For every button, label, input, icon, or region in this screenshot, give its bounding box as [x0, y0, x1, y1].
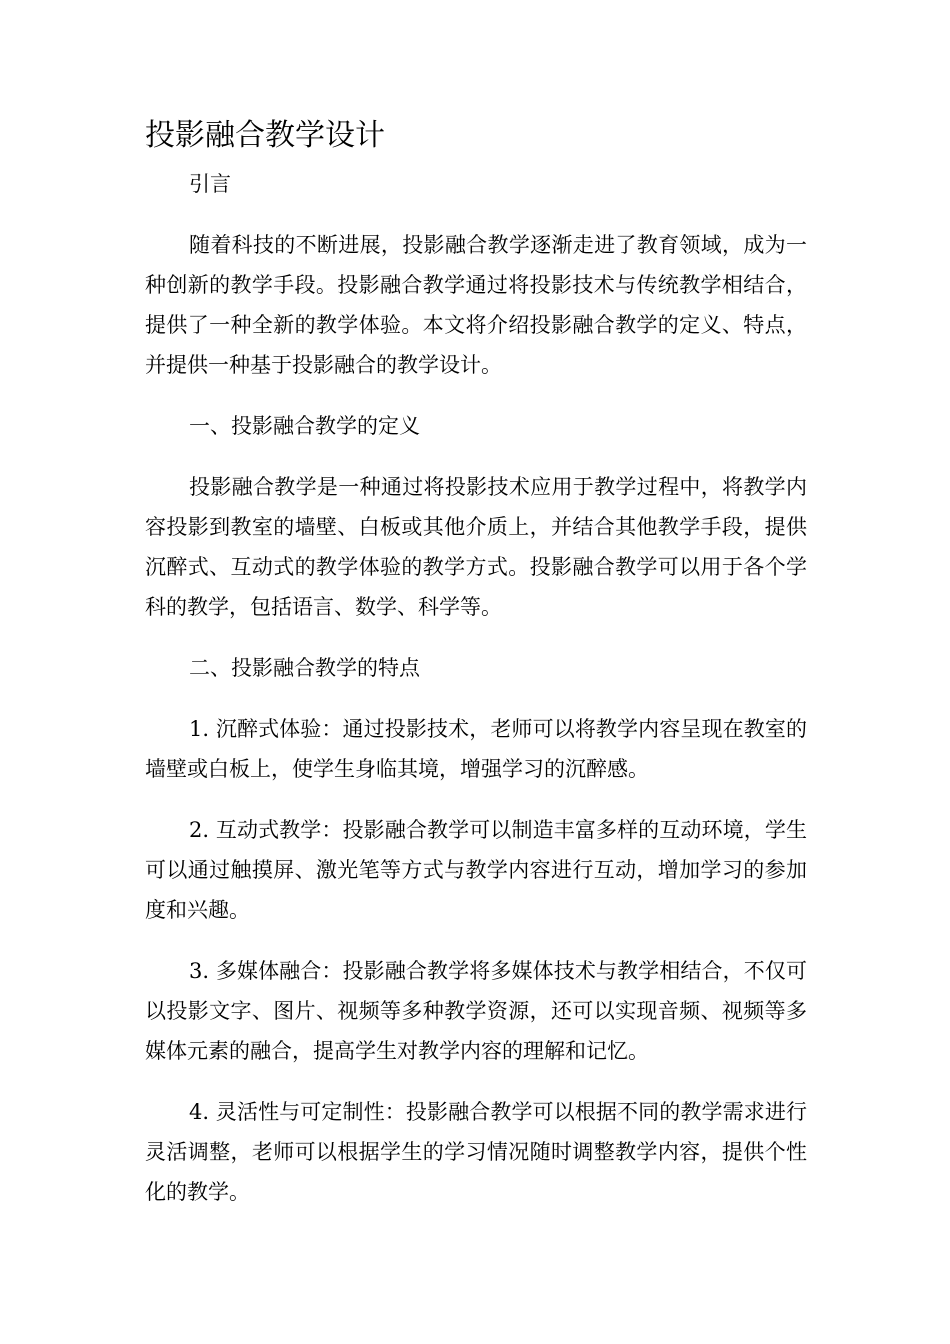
document-title: 投影融合教学设计 — [145, 118, 385, 153]
section-heading-definition: 一、投影融合教学的定义 — [189, 414, 420, 438]
paragraph-intro: 随着科技的不断进展，投影融合教学逐渐走进了教育领域，成为一种创新的教学手段。投影融合教学通过将投影技术与传统教学相结合，提供了一种全新的教学体验。本文将介绍投影融合教学的定义、特点，并提供一种基于投影融合的教学设计。 — [145, 233, 807, 377]
feature-item-interactive: 2. 互动式教学：投影融合教学可以制造丰富多样的互动环境，学生可以通过触摸屏、激光笔等方式与教学内容进行互动，增加学习的参加度和兴趣。 — [145, 818, 807, 922]
feature-item-flexibility: 4. 灵活性与可定制性：投影融合教学可以根据不同的教学需求进行灵活调整，老师可以根据学生的学习情况随时调整教学内容，提供个性化的教学。 — [145, 1100, 807, 1204]
section-heading-features: 二、投影融合教学的特点 — [189, 656, 420, 680]
feature-item-immersive: 1. 沉醉式体验：通过投影技术，老师可以将教学内容呈现在教室的墙壁或白板上，使学生身临其境，增强学习的沉醉感。 — [145, 717, 807, 781]
feature-item-multimedia: 3. 多媒体融合：投影融合教学将多媒体技术与教学相结合，不仅可以投影文字、图片、视频等多种教学资源，还可以实现音频、视频等多媒体元素的融合，提高学生对教学内容的理解和记忆。 — [145, 959, 807, 1063]
document-body — [145, 164, 807, 1233]
paragraph-definition: 投影融合教学是一种通过将投影技术应用于教学过程中，将教学内容投影到教室的墙壁、白板或其他介质上，并结合其他教学手段，提供沉醉式、互动式的教学体验的教学方式。投影融合教学可以用于各个学科的教学，包括语言、数学、科学等。 — [145, 475, 807, 619]
section-heading-intro: 引言 — [189, 172, 231, 196]
